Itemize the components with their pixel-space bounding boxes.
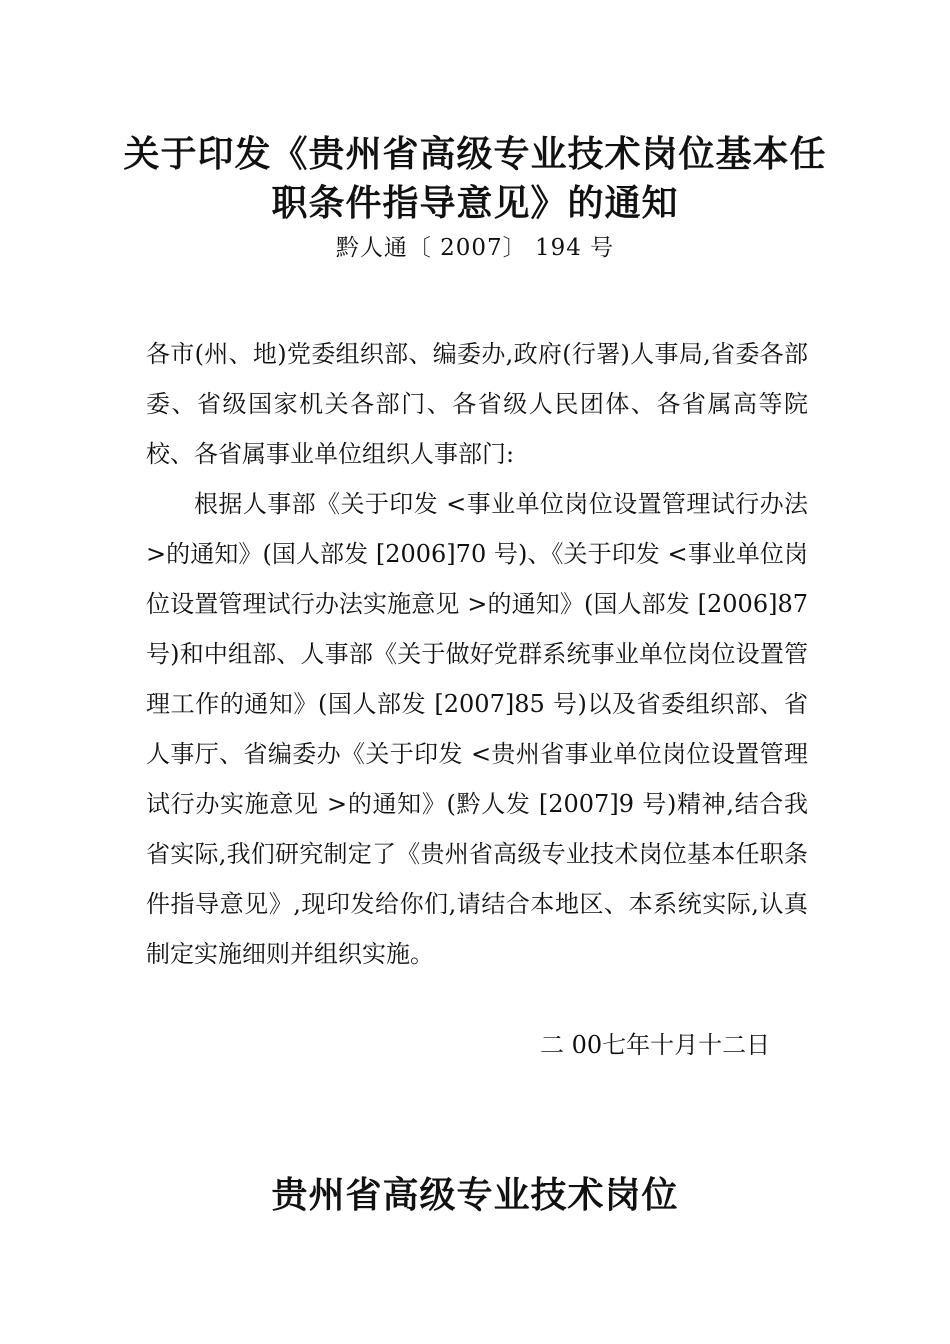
document-number: 黔人通〔 2007〕 194 号 <box>335 235 615 261</box>
document-title-line2: 职条件指导意见》的通知 <box>271 182 679 224</box>
document-title-line1: 关于印发《贵州省高级专业技术岗位基本任 <box>123 133 827 175</box>
section-heading: 贵州省高级专业技术岗位 <box>271 1174 679 1216</box>
issue-date: 二 00七年十月十二日 <box>540 1031 771 1059</box>
body-paragraph: 根据人事部《关于印发 <事业单位岗位设置管理试行办法 >的通知》(国人部发 [2006]70 号)、《关于印发 <事业单位岗位设置管理试行办法实施意见 >的通知》(国人部发 [2006]87 号)和中组部、人事部《关于做好党群系统事业单位岗位设置管理工作的通知》(国人部发 [2007]85 号)以及省委组织部、省人事厅、省编委办《关于印发 <贵州省事业单位岗位设置管理试行办实施意见 >的通知》(黔人发 [2007]9 号)精神,结合我省实际,我们研究制定了《贵州省高级专业技术岗位基本任职条件指导意见》,现印发给你们,请结合本地区、本系统实际,认真制定实施细则并组织实施。 <box>146 490 808 968</box>
addressee-paragraph: 各市(州、地)党委组织部、编委办,政府(行署)人事局,省委各部委、省级国家机关各部门、各省级人民团体、各省属高等院校、各省属事业单位组织人事部门: <box>146 340 808 468</box>
